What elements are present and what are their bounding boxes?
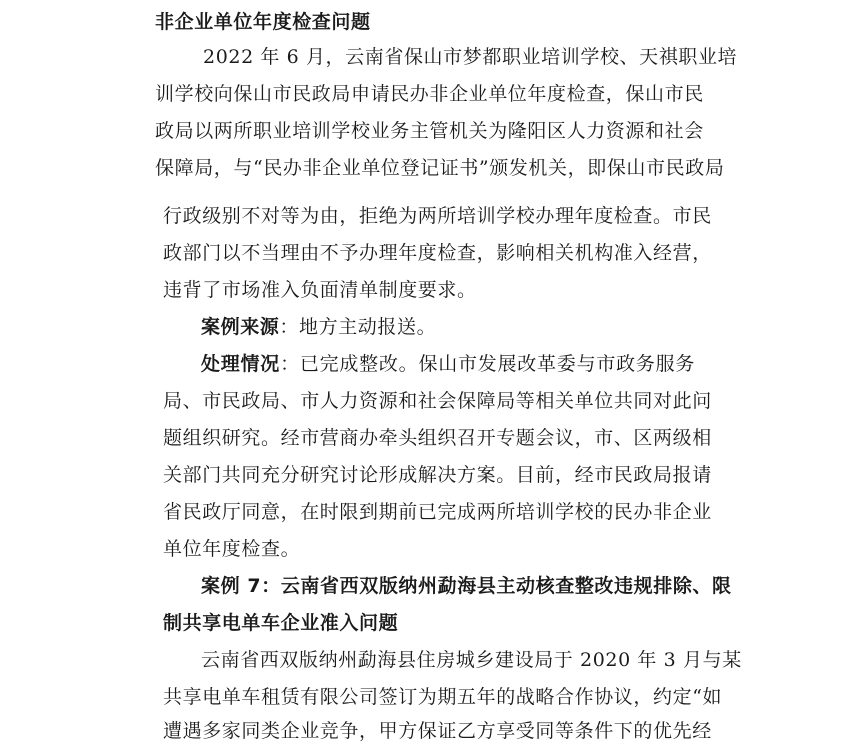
paragraph-line: 关部门共同充分研究讨论形成解决方案。目前，经市民政局报请 [163,464,712,486]
paragraph-line: 单位年度检查。 [163,538,301,560]
paragraph-line: 共享电单车租赁有限公司签订为期五年的战略合作协议，约定“如 [163,686,723,708]
case7-title-continued: 制共享电单车企业准入问题 [163,612,399,634]
handling-text: ：已完成整改。保山市发展改革委与市政务服务 [280,353,695,375]
paragraph-line: 训学校向保山市民政局申请民办非企业单位年度检查，保山市民 [155,83,704,105]
paragraph-line: 行政级别不对等为由，拒绝为两所培训学校办理年度检查。市民 [163,205,712,227]
paragraph-line: 政部门以不当理由不予办理年度检查，影响相关机构准入经营， [163,242,712,264]
paragraph-line: 省民政厅同意，在时限到期前已完成两所培训学校的民办非企业 [163,501,712,523]
paragraph-line: 遭遇多家同类企业竞争，甲方保证乙方享受同等条件下的优先经 [163,720,712,742]
handling-label: 处理情况 [201,353,281,375]
paragraph-line: 政局以两所职业培训学校业务主管机关为隆阳区人力资源和社会 [155,120,704,142]
section-heading-continued: 非企业单位年度检查问题 [155,11,371,33]
paragraph-line: 题组织研究。经市营商办牵头组织召开专题会议，市、区两级相 [163,427,712,449]
case-source-label: 案例来源 [201,316,280,338]
paragraph-line: 局、市民政局、市人力资源和社会保障局等相关单位共同对此问 [163,390,712,412]
paragraph-line: 云南省西双版纳州勐海县住房城乡建设局于 2020 年 3 月与某 [201,649,742,671]
case-source-text: ：地方主动报送。 [279,316,437,338]
case7-title: 案例 7：云南省西双版纳州勐海县主动核查整改违规排除、限 [201,575,732,597]
paragraph-line: 2022 年 6 月，云南省保山市梦都职业培训学校、天祺职业培 [203,46,738,68]
paragraph-line: 违背了市场准入负面清单制度要求。 [163,279,477,301]
handling-first-line [201,351,695,377]
case-source-line [201,314,436,340]
paragraph-line: 保障局，与“民办非企业单位登记证书”颁发机关，即保山市民政局 [155,157,725,179]
